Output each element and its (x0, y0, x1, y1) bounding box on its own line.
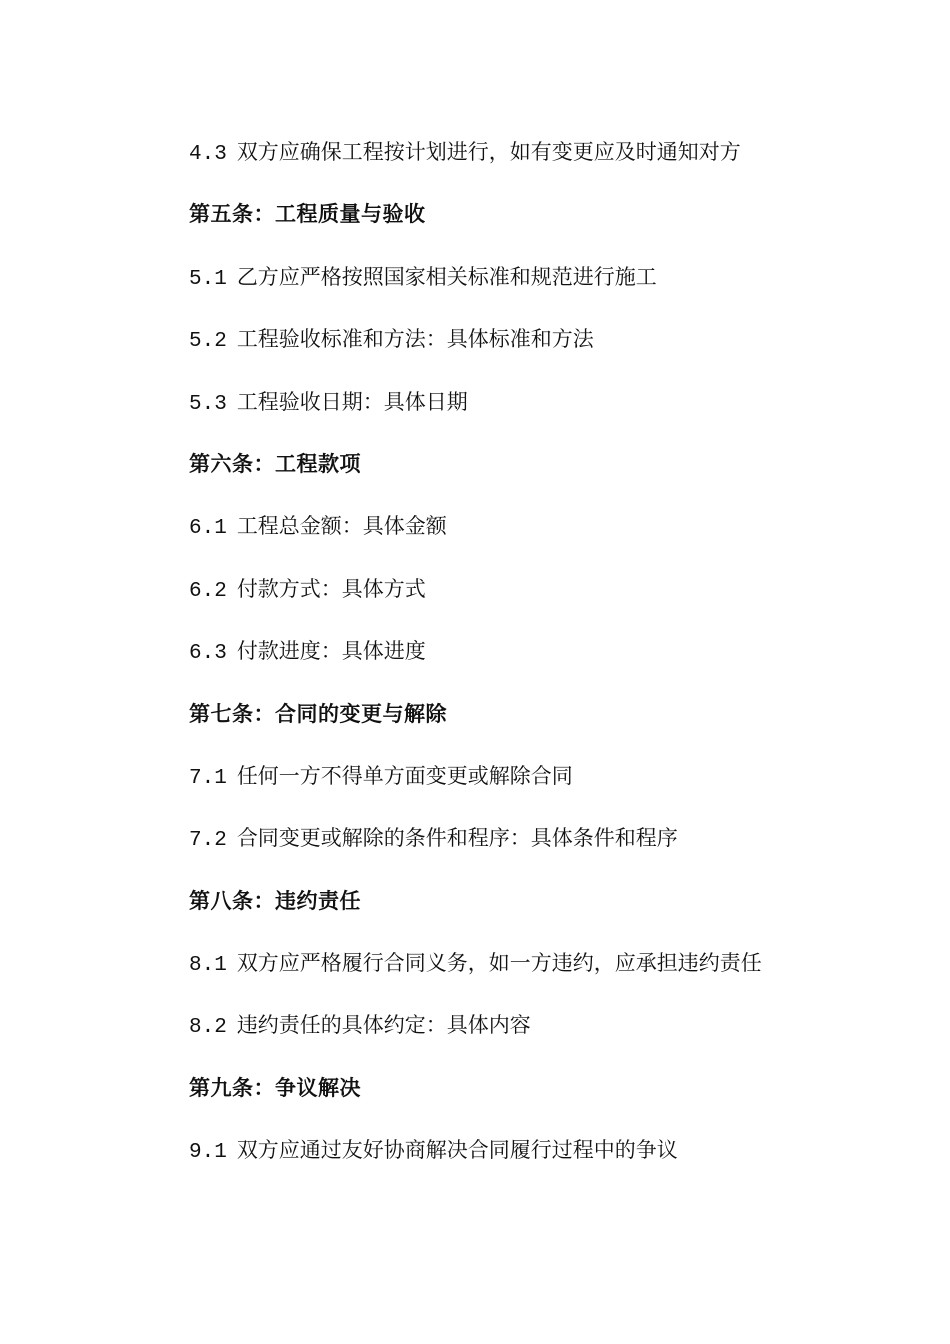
clause-text: 双方应确保工程按计划进行，如有变更应及时通知对方 (236, 140, 741, 164)
clause-number: 4.3 (189, 143, 227, 166)
clause-7-2 (189, 819, 889, 881)
document-body (189, 133, 889, 1194)
clause-number: 6.3 (189, 642, 227, 666)
clause-text: 付款进度：具体进度 (236, 639, 426, 664)
clause-number: 9.1 (189, 1141, 227, 1165)
clause-5-1 (189, 258, 889, 320)
clause-text: 工程总金额：具体金额 (236, 514, 447, 539)
section-heading-7: 第七条：合同的变更与解除 (189, 701, 447, 726)
clause-number: 6.2 (189, 579, 227, 603)
clause-text: 工程验收标准和方法：具体标准和方法 (236, 327, 594, 352)
clause-number: 5.2 (189, 330, 227, 354)
clause-8-2 (189, 1006, 889, 1068)
clause-number: 7.2 (189, 829, 227, 853)
clause-4-3 (189, 133, 889, 195)
clause-5-2 (189, 320, 889, 382)
clause-6-2 (189, 570, 889, 632)
clause-8-1 (189, 944, 889, 1006)
clause-7-1 (189, 757, 889, 819)
clause-text: 合同变更或解除的条件和程序：具体条件和程序 (236, 826, 678, 851)
clause-text: 双方应通过友好协商解决合同履行过程中的争议 (236, 1138, 678, 1163)
clause-number: 8.2 (189, 1016, 227, 1040)
clause-number: 5.3 (189, 392, 227, 416)
clause-5-3 (189, 383, 889, 445)
clause-6-3 (189, 632, 889, 694)
clause-text: 双方应严格履行合同义务，如一方违约，应承担违约责任 (236, 951, 762, 976)
section-heading-9: 第九条：争议解决 (189, 1075, 361, 1100)
section-heading-6: 第六条：工程款项 (189, 451, 361, 476)
section-heading-8: 第八条：违约责任 (189, 888, 361, 913)
section-heading-5: 第五条：工程质量与验收 (189, 202, 426, 227)
clause-text: 工程验收日期：具体日期 (236, 389, 468, 414)
clause-6-1 (189, 507, 889, 569)
clause-number: 7.1 (189, 766, 227, 790)
clause-text: 任何一方不得单方面变更或解除合同 (236, 763, 573, 788)
clause-number: 5.1 (189, 267, 227, 291)
clause-number: 8.1 (189, 954, 227, 978)
clause-text: 付款方式：具体方式 (236, 576, 426, 601)
clause-text: 违约责任的具体约定：具体内容 (236, 1013, 531, 1038)
clause-9-1 (189, 1131, 889, 1193)
clause-number: 6.1 (189, 517, 227, 541)
clause-text: 乙方应严格按照国家相关标准和规范进行施工 (236, 264, 657, 289)
